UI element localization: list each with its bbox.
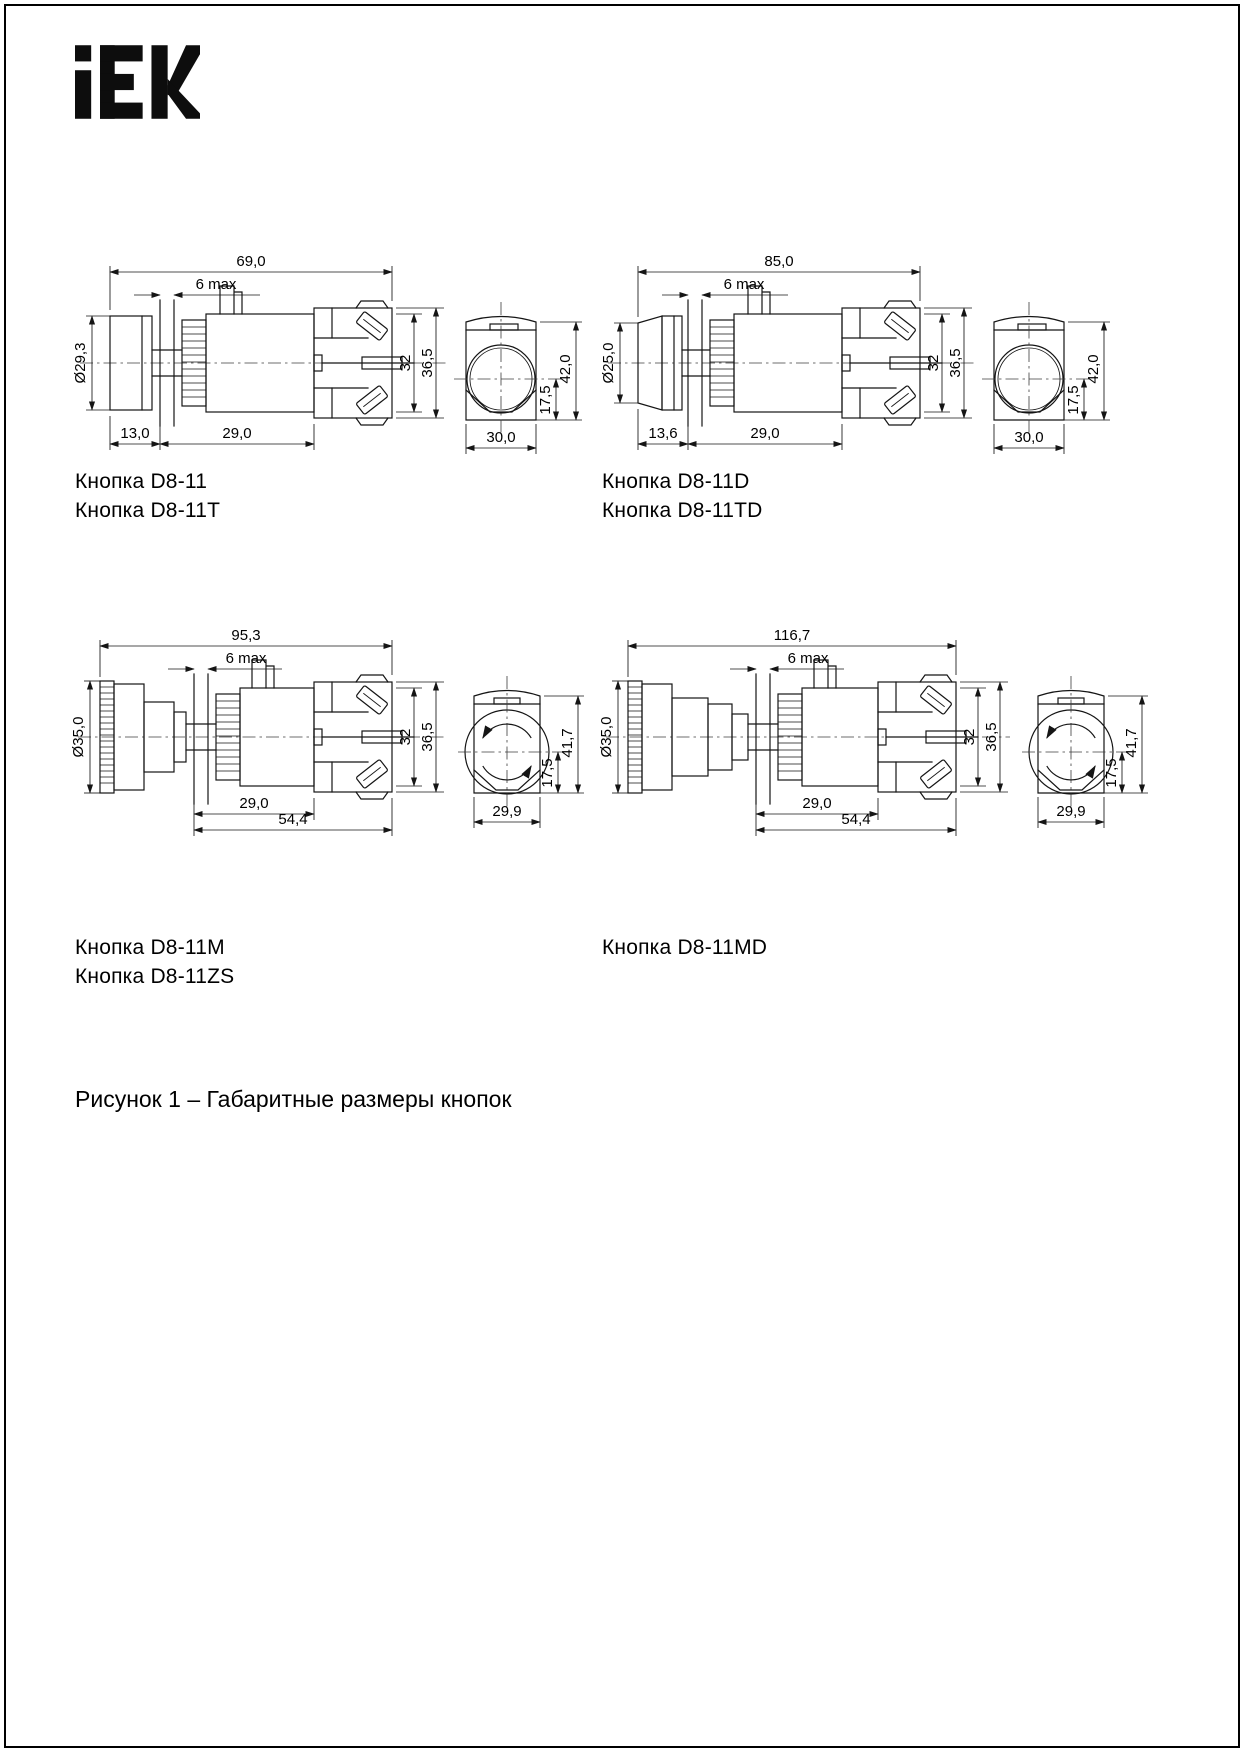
dim-total-length: 116,7: [773, 627, 811, 644]
side-view: [606, 660, 1010, 804]
dim-front-width: 29,9: [1056, 803, 1086, 820]
side-view: [608, 286, 974, 426]
dimension-drawing-d8-11m: [70, 612, 595, 862]
terminal-screw-top: [356, 311, 388, 341]
dim-front-height: 41,7: [1123, 728, 1140, 758]
dim-head-diameter: Ø35,0: [598, 716, 615, 758]
dim-total-length: 95,3: [231, 627, 261, 644]
dim-panel-thickness: 6 max: [723, 276, 765, 293]
dim-flange-height: 36,5: [983, 722, 1000, 752]
dim-panel-thickness: 6 max: [225, 650, 267, 667]
dim-contact-height: 32: [961, 728, 978, 746]
dim-front-width: 30,0: [1014, 429, 1044, 446]
side-view-dimensions: [72, 253, 444, 450]
dim-head-diameter: Ø29,3: [72, 342, 89, 384]
figure-label-d8-11d: [602, 468, 762, 526]
dim-block-length: 54,4: [278, 811, 308, 828]
dim-panel-thickness: 6 max: [195, 276, 237, 293]
dim-head-diameter: Ø35,0: [70, 716, 87, 758]
figure-label-d8-11: [75, 468, 220, 526]
dim-block-length: 54,4: [841, 811, 871, 828]
terminal-screw-top: [920, 685, 952, 715]
dim-contact-height: 32: [925, 354, 942, 372]
dim-head-length: 13,0: [120, 425, 150, 442]
dim-front-width: 29,9: [492, 803, 522, 820]
dim-flange-height: 36,5: [419, 722, 436, 752]
dimension-drawing-d8-11: [70, 238, 595, 478]
terminal-screw-bottom: [356, 385, 388, 415]
iek-logo: [75, 45, 200, 124]
figure-d8-11m: [70, 612, 595, 862]
figure-label-d8-11m: [75, 934, 234, 992]
figure-label-line: Кнопка D8-11ZS: [75, 964, 235, 988]
dim-center-to-bottom: 17,5: [1103, 758, 1120, 788]
figure-d8-11md: [598, 612, 1163, 862]
dim-flange-height: 36,5: [419, 348, 436, 378]
dim-flange-height: 36,5: [947, 348, 964, 378]
dim-center-to-bottom: 17,5: [1065, 385, 1082, 415]
dim-contact-height: 32: [397, 354, 414, 372]
terminal-screw-top: [356, 685, 388, 715]
dim-front-height: 41,7: [559, 728, 576, 758]
dim-panel-thickness: 6 max: [787, 650, 829, 667]
terminal-screw-bottom: [884, 385, 916, 415]
figure-caption: Рисунок 1 – Габаритные размеры кнопок: [75, 1086, 512, 1112]
dim-center-to-bottom: 17,5: [537, 385, 554, 415]
figure-label-line: Кнопка D8-11D: [602, 470, 750, 493]
figure-d8-11: [70, 238, 595, 478]
figure-label-line: Кнопка D8-11TD: [602, 498, 763, 522]
dim-body-length: 29,0: [239, 795, 269, 812]
side-view: [78, 660, 446, 804]
dim-front-height: 42,0: [557, 354, 574, 384]
dim-total-length: 69,0: [236, 253, 266, 270]
dim-center-to-bottom: 17,5: [539, 758, 556, 788]
front-view-dimensions: [466, 322, 582, 454]
dim-body-length: 29,0: [802, 795, 832, 812]
dimension-drawing-d8-11md: [598, 612, 1163, 862]
front-view-dimensions: [994, 322, 1110, 454]
dimension-drawing-d8-11d: [598, 238, 1123, 478]
dim-head-length: 13,6: [648, 425, 678, 442]
figure-label-line: Кнопка D8-11MD: [602, 936, 768, 959]
terminal-screw-bottom: [356, 759, 388, 789]
terminal-screw-bottom: [920, 759, 952, 789]
dim-front-height: 42,0: [1085, 354, 1102, 384]
dim-head-diameter: Ø25,0: [600, 342, 617, 384]
figure-label-line: Кнопка D8-11T: [75, 498, 221, 522]
dim-body-length: 29,0: [750, 425, 780, 442]
side-view-dimensions: [600, 253, 972, 450]
dim-contact-height: 32: [397, 728, 414, 746]
terminal-screw-top: [884, 311, 916, 341]
iek-logo-mark: [75, 45, 200, 119]
figure-label-line: Кнопка D8-11M: [75, 936, 225, 959]
dim-total-length: 85,0: [764, 253, 794, 270]
figure-d8-11d: [598, 238, 1123, 478]
dim-front-width: 30,0: [486, 429, 516, 446]
side-view: [80, 286, 446, 426]
dim-body-length: 29,0: [222, 425, 252, 442]
figure-label-d8-11md: [602, 934, 767, 963]
figure-label-line: Кнопка D8-11: [75, 470, 208, 493]
